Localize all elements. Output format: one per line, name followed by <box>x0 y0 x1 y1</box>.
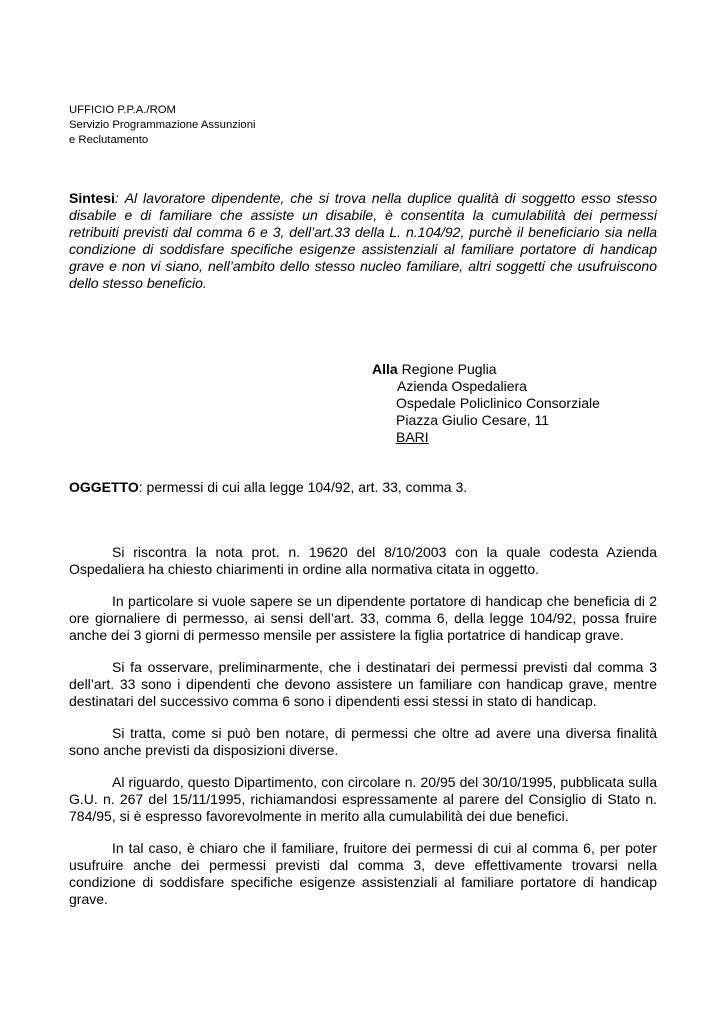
office-subservice: e Reclutamento <box>69 134 149 146</box>
recipient-city: BARI <box>396 429 429 445</box>
letter-body <box>69 544 657 923</box>
recipient-address <box>372 361 600 446</box>
body-paragraph: Al riguardo, questo Dipartimento, con circolare n. 20/95 del 30/10/1995, pubblicata sulla G.U. n. 267 del 15/11/1995, richiamandosi espressamente al parere del Consiglio di Stato n. 784/95, si è espresso favorevolmente in merito alla cumulabilità dei due benefici. <box>69 774 657 824</box>
body-paragraph: Si fa osservare, preliminarmente, che i destinatari dei permessi previsti dal comma 3 dell’art. 33 sono i dipendenti che devono assistere un familiare con handicap grave, mentre destinatari del successivo comma 6 sono i dipendenti essi stessi in stato di handicap. <box>69 659 657 709</box>
office-header <box>69 103 255 148</box>
recipient-line-3: Ospedale Policlinico Consorziale <box>396 395 600 411</box>
summary-block <box>69 190 657 292</box>
recipient-line-2: Azienda Ospedaliera <box>397 378 527 394</box>
office-name: UFFICIO P.P.A./ROM <box>69 104 176 116</box>
subject-line <box>69 479 467 496</box>
summary-label: Sintesi <box>69 190 115 206</box>
summary-text: Al lavoratore dipendente, che si trova nella duplice qualità di soggetto esso stesso disabile e di familiare che assiste un disabile, è consentita la cumulabilità dei permessi retribuiti previsti dal comma 6 e 3, dell’art.33 della L. n.104/92, purchè il beneficiario sia nella condizione di soddisfare specifiche esigenze assistenziali al familiare portatore di handicap grave e non vi siano, nell’ambito dello stesso nucleo familiare, altri soggetti che usufruiscono dello stesso beneficio. <box>69 190 657 291</box>
recipient-line-1: Regione Puglia <box>401 361 497 377</box>
recipient-line-4: Piazza Giulio Cesare, 11 <box>396 412 550 428</box>
subject-text: : permessi di cui alla legge 104/92, art. 33, comma 3. <box>138 479 468 495</box>
body-paragraph: In particolare si vuole sapere se un dipendente portatore di handicap che beneficia di 2 ore giornaliere di permesso, ai sensi dell’art. 33, comma 6, della legge 104/92, possa fruire anche dei 3 giorni di permesso mensile per assistere la figlia portatrice di handicap grave. <box>69 593 657 643</box>
recipient-prefix: Alla <box>372 361 398 377</box>
body-paragraph: Si riscontra la nota prot. n. 19620 del 8/10/2003 con la quale codesta Azienda Ospedaliera ha chiesto chiarimenti in ordine alla normativa citata in oggetto. <box>69 544 657 577</box>
office-service: Servizio Programmazione Assunzioni <box>69 119 256 131</box>
body-paragraph: Si tratta, come si può ben notare, di permessi che oltre ad avere una diversa finalità sono anche previsti da disposizioni diverse. <box>69 725 657 758</box>
subject-label: OGGETTO <box>69 479 139 495</box>
body-paragraph: In tal caso, è chiaro che il familiare, fruitore dei permessi di cui al comma 6, per poter usufruire anche dei permessi previsti dal comma 3, deve effettivamente trovarsi nella condizione di soddisfare specifiche esigenze assistenziali al familiare portatore di handicap grave. <box>69 840 657 907</box>
summary-colon: : <box>114 190 119 206</box>
